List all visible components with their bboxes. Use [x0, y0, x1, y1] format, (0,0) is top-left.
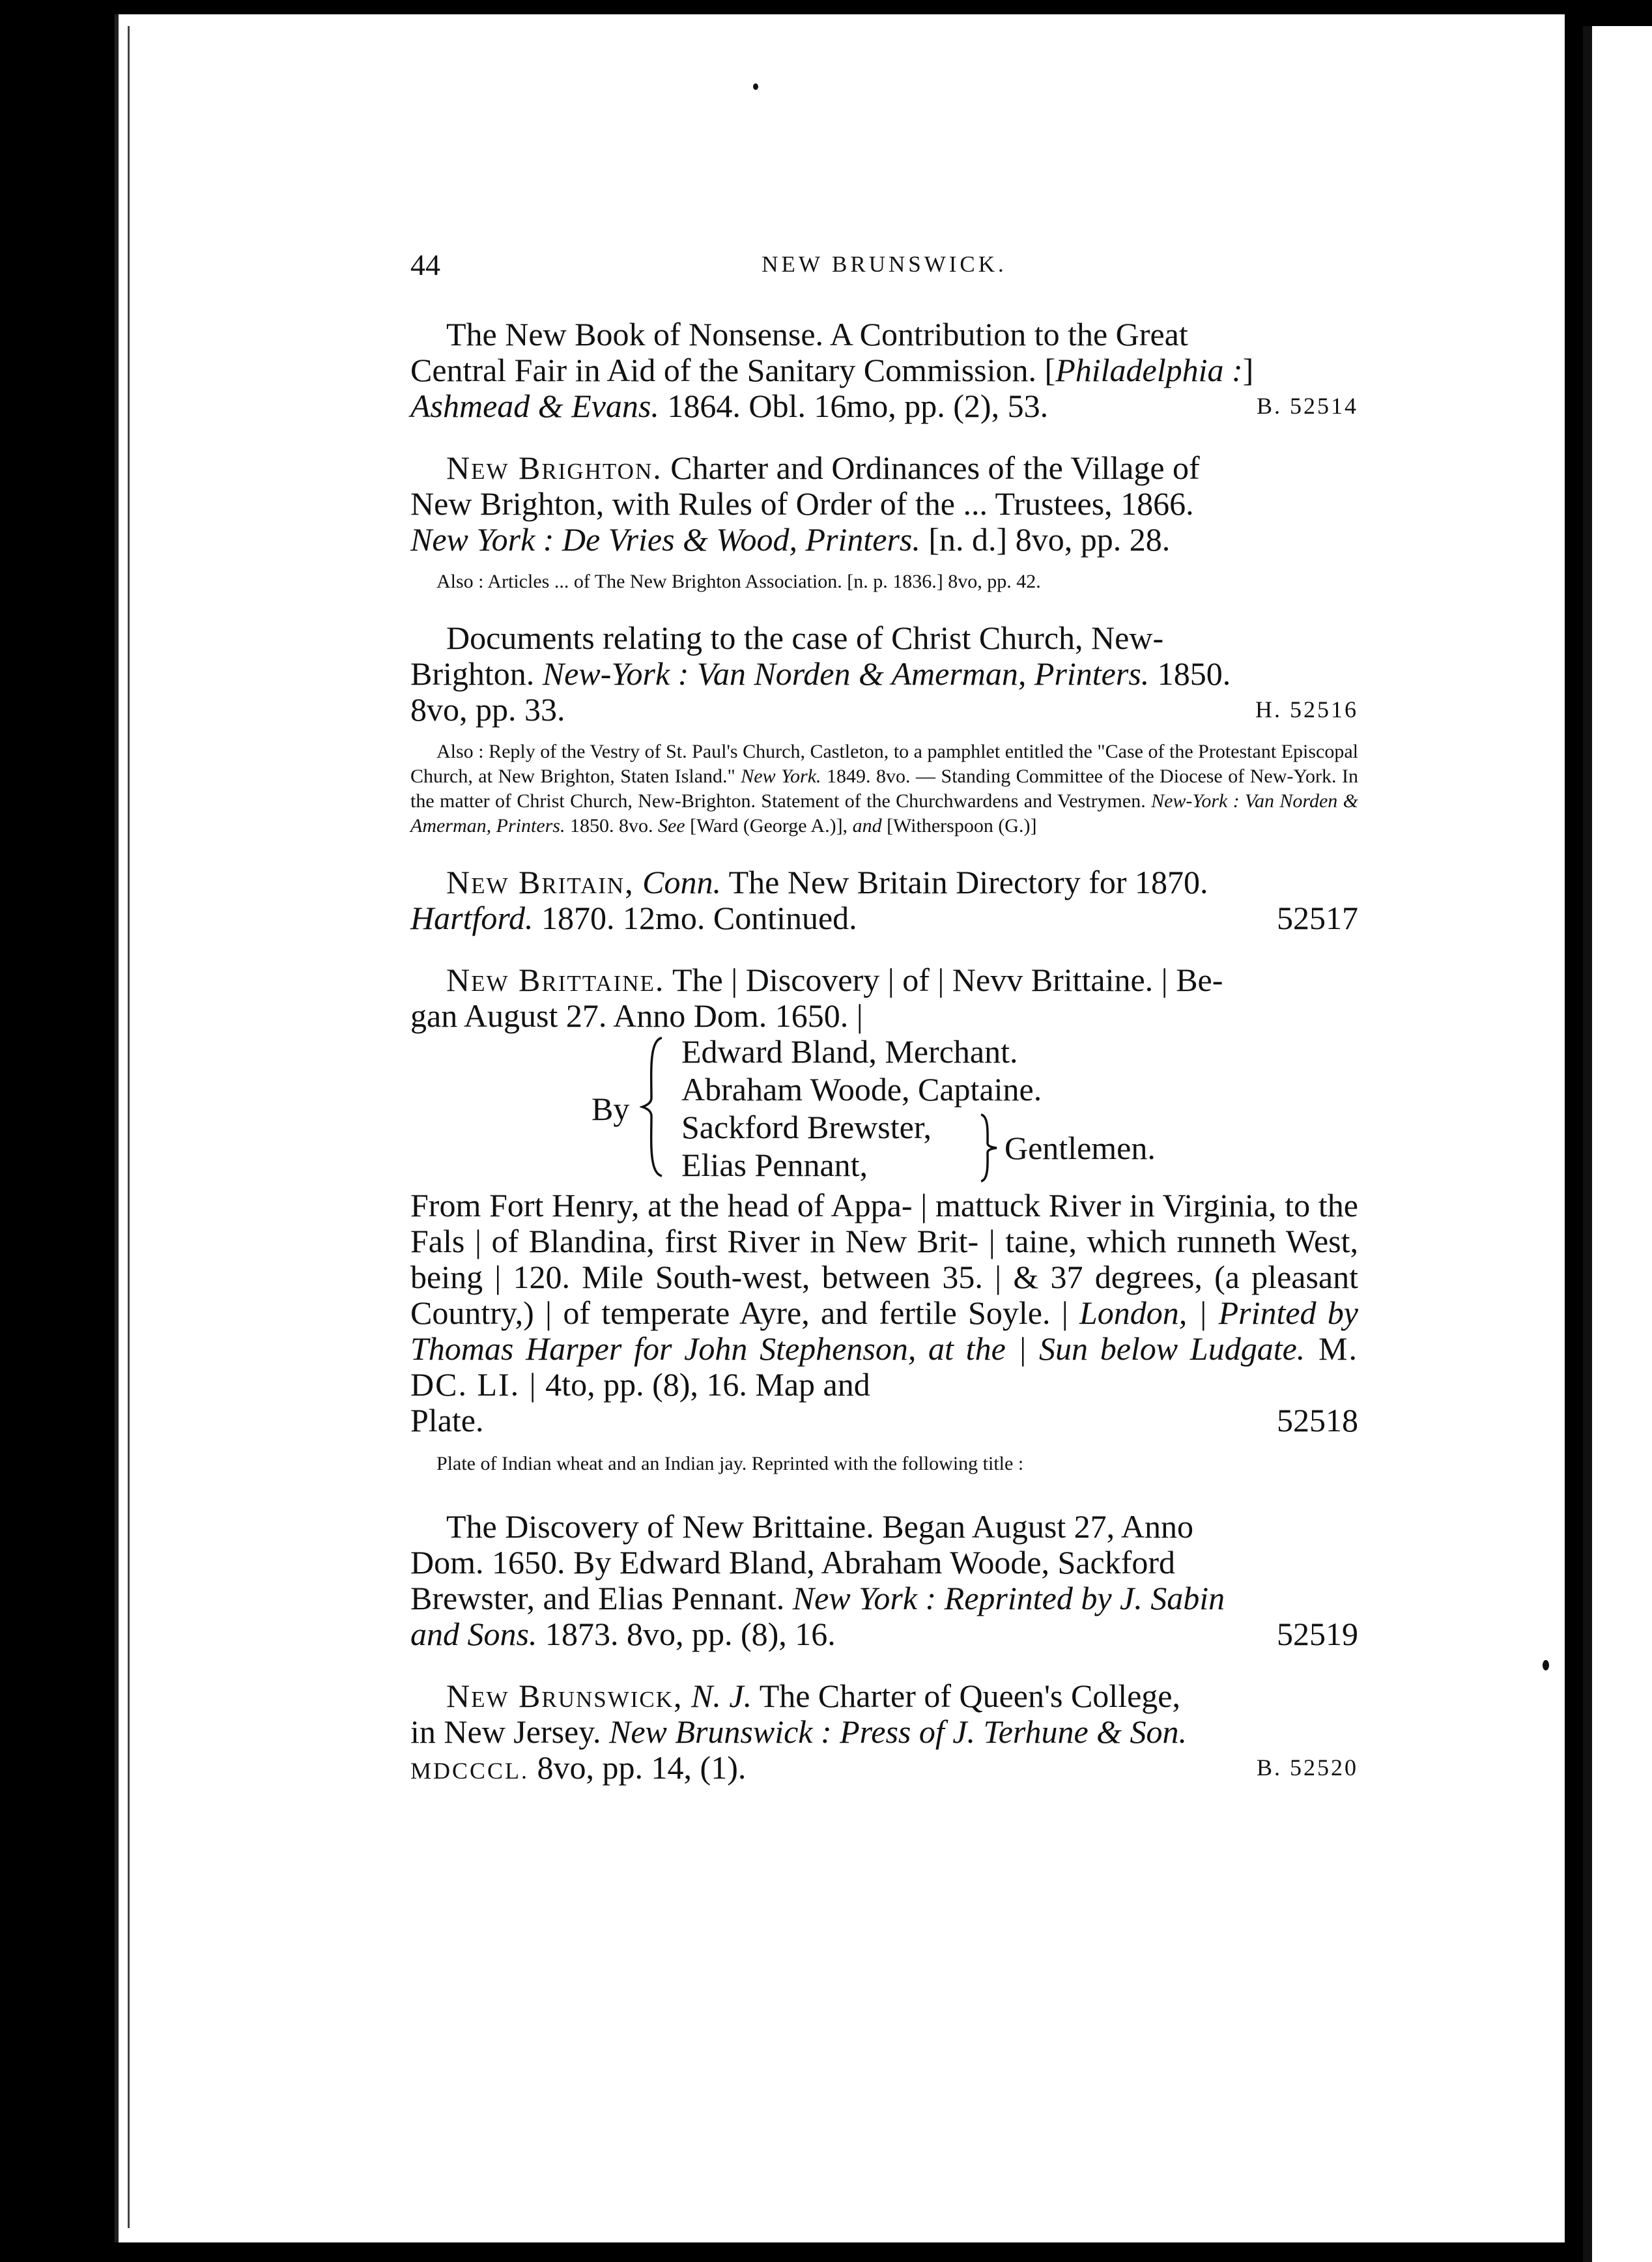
entry-note: Also : Articles ... of The New Brighton Association. [n. p. 1836.] 8vo, pp. 42.: [436, 571, 1041, 592]
entry-line: 8vo, pp. 33. H. 52516: [410, 691, 1358, 728]
entry-line: Plate. 52518: [410, 1402, 1358, 1439]
entry-line: New Britain, Conn. The New Britain Directory for 1870.: [446, 864, 1208, 900]
entry-line: New Brittaine. The | Discovery | of | Nevv Brittaine. | Be-: [446, 962, 1223, 998]
entry-number: 52519: [1277, 1616, 1358, 1652]
entry-line: and Sons. 1873. 8vo, pp. (8), 16. 52519: [410, 1616, 1358, 1652]
entry-body: From Fort Henry, at the head of Appa- | mattuck River in Virginia, to the Fals | of Blandina, first River in New Brit- | taine, which runneth West, being | 120. Mile South-west, between 35. | & 37 degrees, (a pleasant Country,) | of temperate Ayre, and fertile Soyle. | London, | Printed by Thomas Harper for John Stephenson, at the | Sun below Ludgate. M. DC. LI. | 4to, pp. (8), 16. Map and: [410, 1187, 1358, 1403]
author-name: Abraham Woode, Captaine.: [681, 1071, 1042, 1108]
entry-line: Dom. 1650. By Edward Bland, Abraham Woode, Sackford: [410, 1544, 1176, 1581]
author-name: Edward Bland, Merchant.: [681, 1033, 1018, 1070]
bibliography-entry: [410, 317, 1358, 424]
bibliography-entry: [410, 450, 1358, 558]
entry-line: gan August 27. Anno Dom. 1650. |: [410, 997, 863, 1034]
speck: [1543, 1660, 1549, 1670]
author-brace-block: [410, 1034, 1358, 1188]
entry-line: Hartford. 1870. 12mo. Continued. 52517: [410, 900, 1358, 936]
bibliography-entry: [410, 865, 1358, 936]
entry-line: Brighton. New-York : Van Norden & Amerman, Printers. 1850.: [410, 655, 1231, 692]
left-brace: [640, 1035, 666, 1179]
entry-line: New York : De Vries & Wood, Printers. [n. d.] 8vo, pp. 28.: [410, 521, 1171, 558]
entry-note: Plate of Indian wheat and an Indian jay. Reprinted with the following title :: [436, 1453, 1024, 1474]
page-number: 44: [410, 248, 440, 281]
bibliography-entry: [410, 1678, 1358, 1789]
entry-number: 52517: [1277, 900, 1358, 936]
right-brace: [978, 1112, 1001, 1184]
entry-note: Also : Reply of the Vestry of St. Paul's Church, Castleton, to a pamphlet entitled the "Case of the Protestant Episcopal Church, at New Brighton, Staten Island." New York. 1849. 8vo. — Standing Committee of the Diocese of New-York. In the matter of Christ Church, New-Brighton. Statement of the Churchwardens and Vestrymen. New-York : Van Norden & Amerman, Printers. 1850. 8vo. See [Ward (George A.)], and [Witherspoon (G.)]: [410, 741, 1358, 837]
entry-line: MDCCCL. 8vo, pp. 14, (1). B. 52520: [410, 1750, 1358, 1789]
gentlemen-label: Gentlemen.: [1004, 1130, 1156, 1166]
by-label: By: [591, 1091, 630, 1127]
entry-line: New Brunswick, N. J. The Charter of Queen's College,: [446, 1678, 1180, 1714]
entry-number: 52518: [1277, 1402, 1358, 1439]
entry-line: New Brighton. Charter and Ordinances of the Village of: [446, 450, 1200, 486]
entry-line: Brewster, and Elias Pennant. New York : Reprinted by J. Sabin: [410, 1580, 1225, 1616]
bibliography-entry: [410, 620, 1358, 728]
bibliography-entry: [410, 962, 1358, 1439]
author-name: Elias Pennant,: [681, 1147, 868, 1183]
page-header: [410, 248, 1358, 287]
speck: [753, 83, 758, 90]
page-content: [410, 248, 1358, 1815]
entry-line: Documents relating to the case of Christ Church, New-: [446, 620, 1164, 656]
running-head: NEW BRUNSWICK.: [762, 251, 1007, 277]
entry-line: Central Fair in Aid of the Sanitary Commission. [Philadelphia :]: [410, 352, 1254, 388]
entry-line: Ashmead & Evans. 1864. Obl. 16mo, pp. (2), 53. B. 52514: [410, 388, 1358, 424]
entry-line: in New Jersey. New Brunswick : Press of J. Terhune & Son.: [410, 1713, 1188, 1750]
entry-number: B. 52520: [1256, 1754, 1358, 1781]
bibliography-entry: [410, 1509, 1358, 1652]
entry-number: H. 52516: [1255, 696, 1358, 723]
entry-line: New Brighton, with Rules of Order of the ... Trustees, 1866.: [410, 485, 1194, 522]
entry-line: The New Book of Nonsense. A Contribution to the Great: [446, 316, 1188, 352]
entry-number: B. 52514: [1256, 393, 1358, 419]
facing-page-edge: [1583, 26, 1652, 2262]
author-name: Sackford Brewster,: [681, 1109, 932, 1145]
entry-line: The Discovery of New Brittaine. Began August 27, Anno: [446, 1508, 1194, 1545]
gutter-edge: [128, 26, 130, 2228]
